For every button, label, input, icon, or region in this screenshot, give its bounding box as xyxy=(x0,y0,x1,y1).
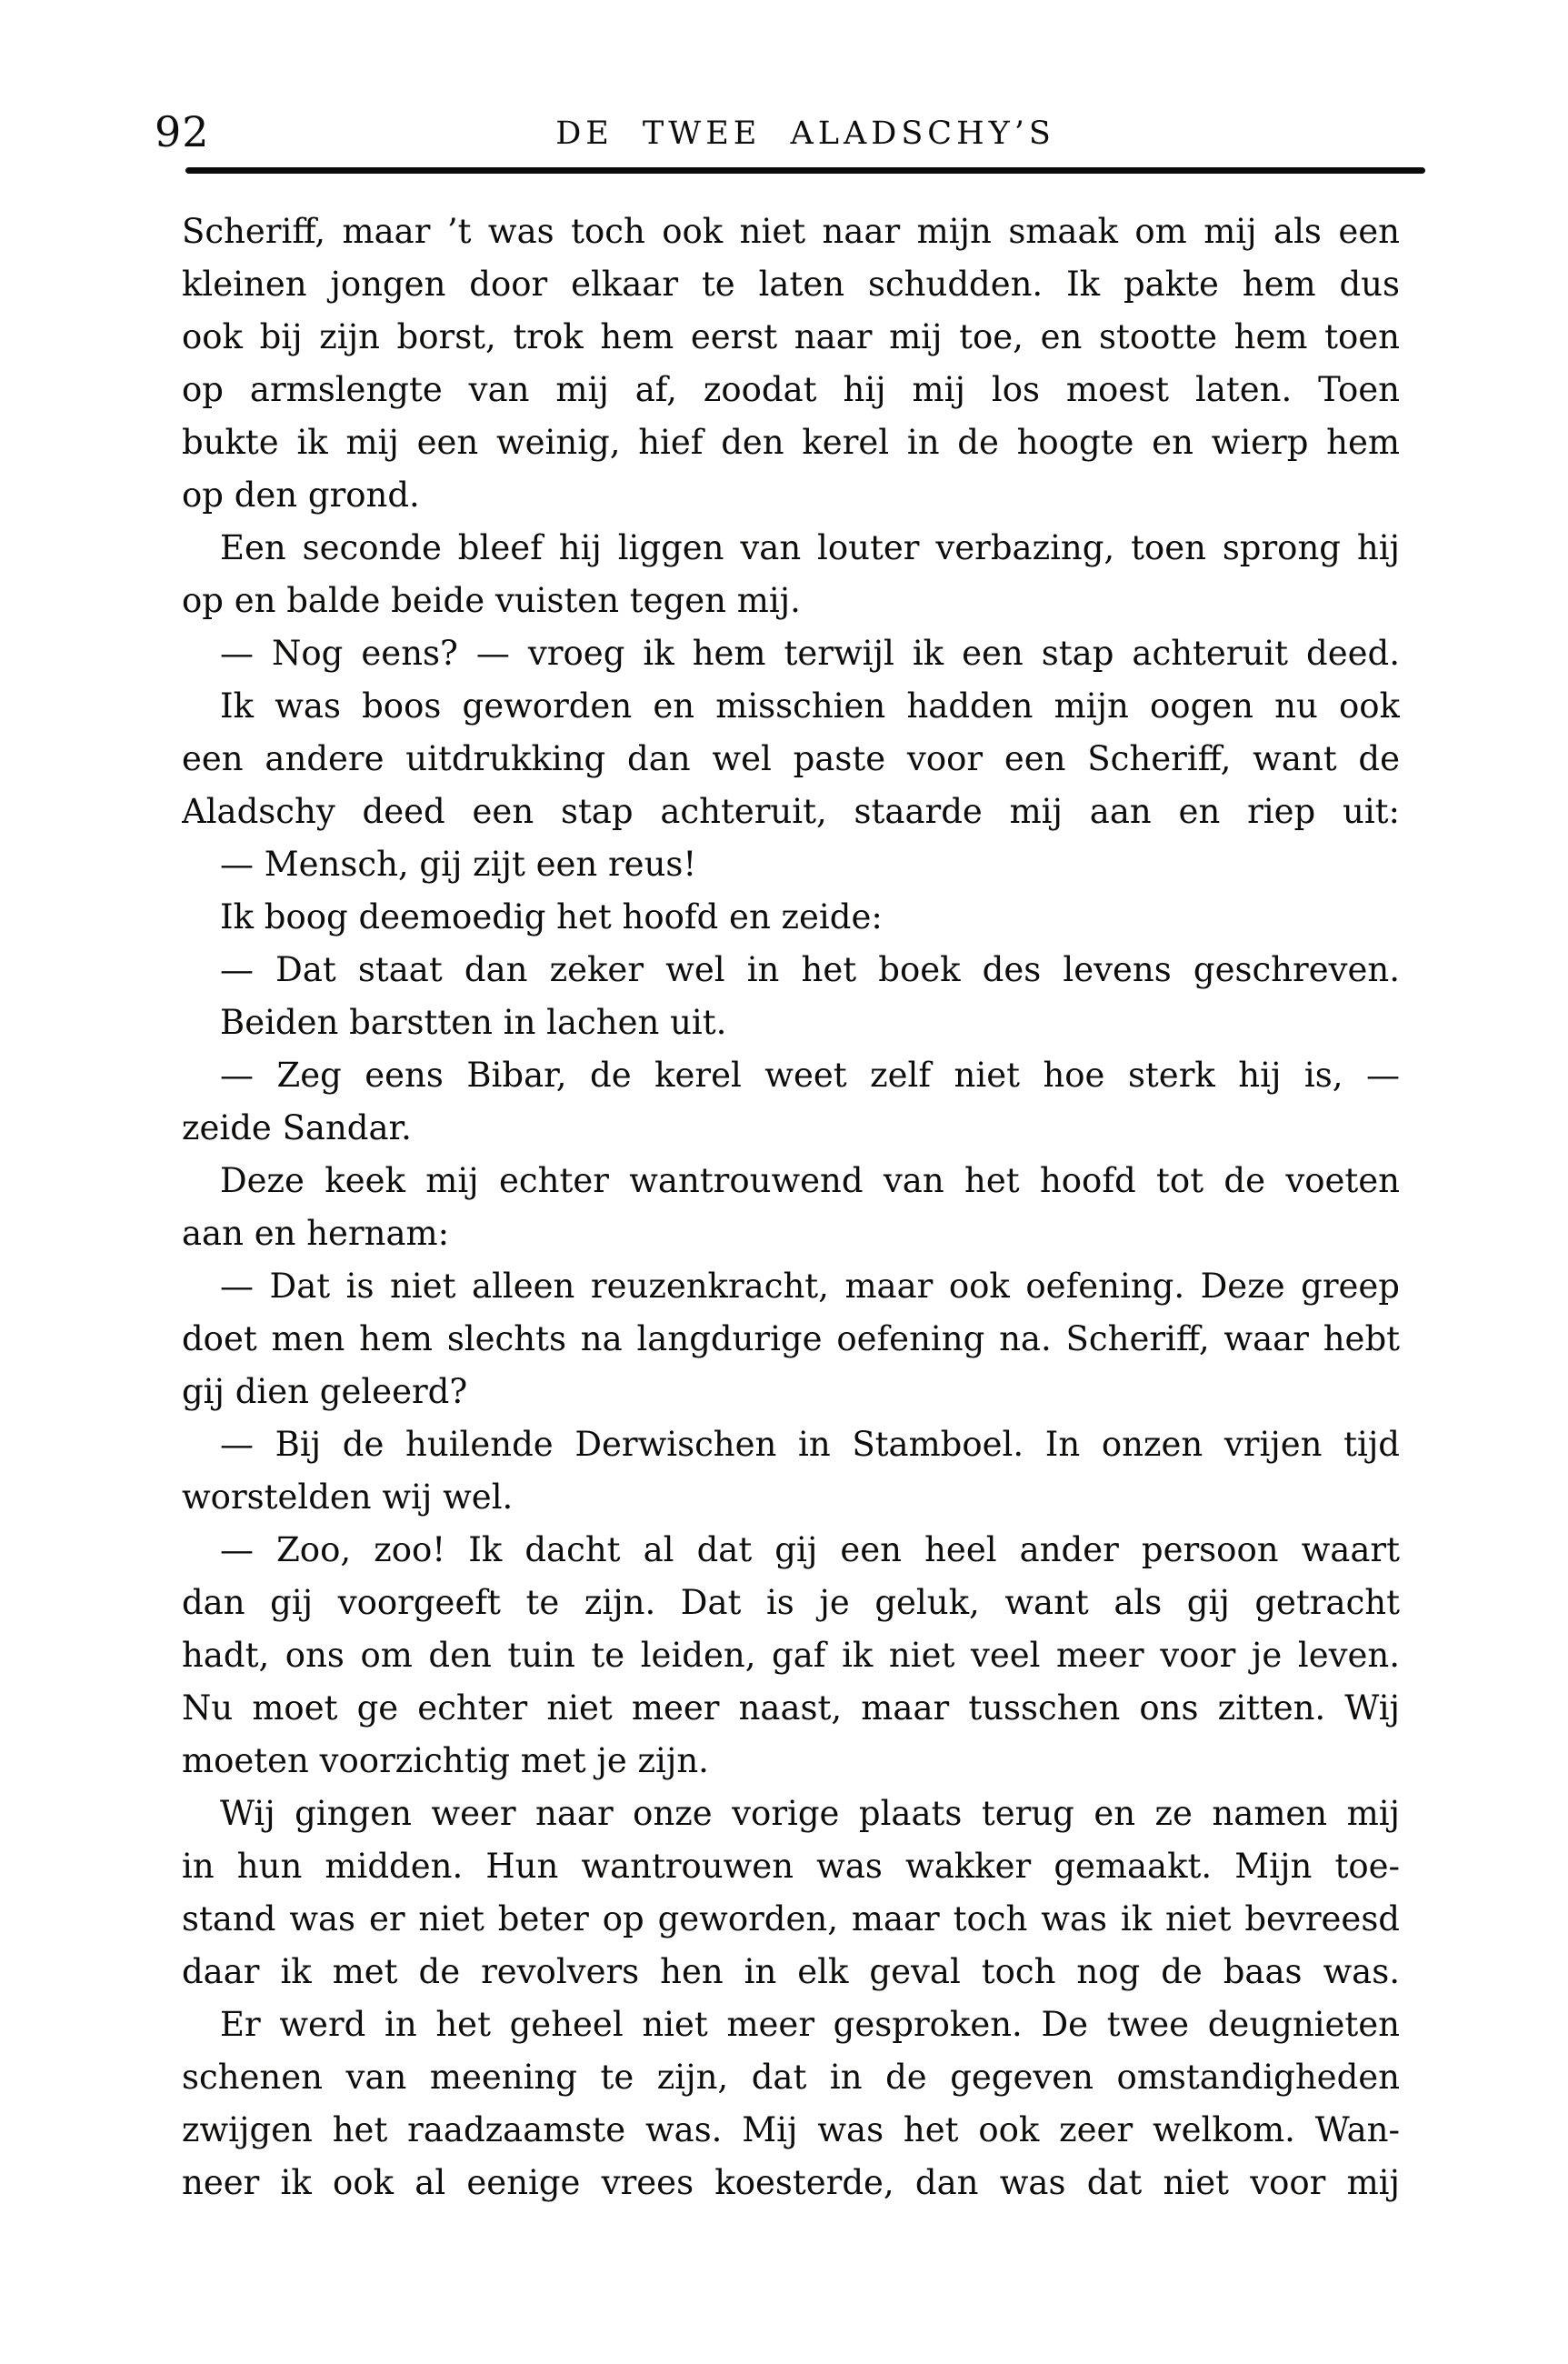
text-line: doet men hem slechts na langdurige oefening na. Scheriff, waar hebt xyxy=(182,1319,1400,1358)
text-line: Nu moet ge echter niet meer naast, maar tusschen ons zitten. Wij xyxy=(182,1688,1400,1728)
text-line: zwijgen het raadzaamste was. Mij was het ook zeer welkom. Wan- xyxy=(182,2110,1400,2149)
header-rule xyxy=(185,167,1425,174)
text-line: hadt, ons om den tuin te leiden, gaf ik niet veel meer voor je leven. xyxy=(182,1636,1400,1675)
text-line: Ik boog deemoedig het hoofd en zeide: xyxy=(220,897,883,937)
text-line: — Zeg eens Bibar, de kerel weet zelf niet hoe sterk hij is, — xyxy=(220,1056,1400,1095)
text-line: Scheriff, maar ’t was toch ook niet naar mijn smaak om mij als een xyxy=(182,212,1400,251)
text-line: in hun midden. Hun wantrouwen was wakker gemaakt. Mijn toe- xyxy=(182,1847,1400,1886)
text-line: Wij gingen weer naar onze vorige plaats terug en ze namen mij xyxy=(220,1794,1400,1833)
running-title: DE TWEE ALADSCHY’S xyxy=(555,115,1055,152)
text-line: ook bij zijn borst, trok hem eerst naar mij toe, en stootte hem toen xyxy=(182,317,1400,356)
text-line: Ik was boos geworden en misschien hadden mijn oogen nu ook xyxy=(220,686,1400,726)
text-line: een andere uitdrukking dan wel paste voor een Scheriff, want de xyxy=(182,739,1400,778)
text-line: bukte ik mij een weinig, hief den kerel in de hoogte en wierp hem xyxy=(182,423,1400,462)
text-line: kleinen jongen door elkaar te laten schudden. Ik pakte hem dus xyxy=(182,265,1400,304)
text-line: Er werd in het geheel niet meer gesproken. De twee deugnieten xyxy=(220,2005,1400,2044)
text-line: aan en hernam: xyxy=(182,1214,450,1253)
text-line: moeten voorzichtig met je zijn. xyxy=(182,1741,709,1780)
text-line: Beiden barstten in lachen uit. xyxy=(220,1003,727,1042)
text-block xyxy=(182,205,1400,2209)
text-line: schenen van meening te zijn, dat in de gegeven omstandigheden xyxy=(182,2058,1400,2097)
text-line: stand was er niet beter op geworden, maar toch was ik niet bevreesd xyxy=(182,1899,1400,1938)
text-line: — Dat is niet alleen reuzenkracht, maar ook oefening. Deze greep xyxy=(220,1267,1400,1306)
text-line: — Nog eens? — vroeg ik hem terwijl ik een stap achteruit deed. xyxy=(220,634,1400,673)
page-number: 92 xyxy=(155,107,210,156)
text-line: — Mensch, gij zijt een reus! xyxy=(220,845,697,884)
text-line: — Zoo, zoo! Ik dacht al dat gij een heel ander persoon waart xyxy=(220,1530,1400,1569)
text-line: zeide Sandar. xyxy=(182,1108,412,1147)
text-line: gij dien geleerd? xyxy=(182,1372,468,1411)
text-line: neer ik ook al eenige vrees koesterde, dan was dat niet voor mij xyxy=(182,2163,1400,2202)
text-line: Deze keek mij echter wantrouwend van het hoofd tot de voeten xyxy=(220,1161,1400,1200)
text-line: daar ik met de revolvers hen in elk geval toch nog de baas was. xyxy=(182,1952,1400,1991)
text-line: Aladschy deed een stap achteruit, staarde mij aan en riep uit: xyxy=(182,792,1400,831)
text-line: op en balde beide vuisten tegen mij. xyxy=(182,581,801,620)
text-line: — Bij de huilende Derwischen in Stamboel. In onzen vrijen tijd xyxy=(220,1425,1400,1464)
text-line: dan gij voorgeeft te zijn. Dat is je geluk, want als gij getracht xyxy=(182,1583,1400,1622)
text-line: Een seconde bleef hij liggen van louter verbazing, toen sprong hij xyxy=(220,528,1400,567)
text-line: op armslengte van mij af, zoodat hij mij los moest laten. Toen xyxy=(182,370,1400,409)
text-line: worstelden wij wel. xyxy=(182,1478,514,1517)
text-line: — Dat staat dan zeker wel in het boek des levens geschreven. xyxy=(220,950,1400,989)
text-line: op den grond. xyxy=(182,476,420,515)
